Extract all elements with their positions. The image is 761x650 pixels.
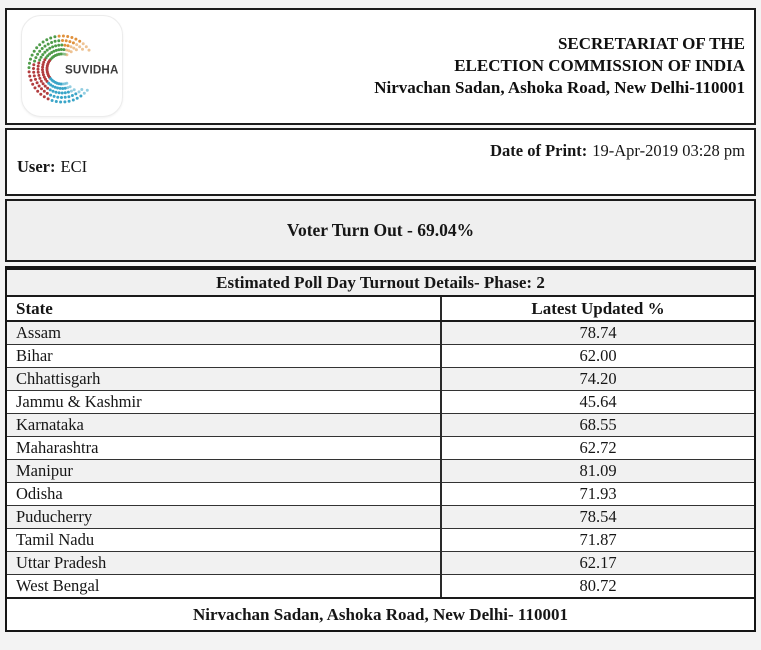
print-date-label: Date of Print:: [490, 141, 588, 160]
percent-cell: 71.93: [441, 482, 754, 505]
table-row: [7, 574, 754, 597]
report-document: [5, 8, 756, 632]
state-cell: Manipur: [7, 459, 441, 482]
table-row: [7, 459, 754, 482]
meta-row: [5, 128, 756, 196]
percent-cell: 62.00: [441, 344, 754, 367]
state-cell: Maharashtra: [7, 436, 441, 459]
state-cell: Uttar Pradesh: [7, 551, 441, 574]
suvidha-logo-text: SUVIDHA: [65, 63, 119, 77]
state-cell: Bihar: [7, 344, 441, 367]
table-title: Estimated Poll Day Turnout Details- Phase: 2: [7, 270, 754, 297]
org-address-line: Nirvachan Sadan, Ashoka Road, New Delhi-110001: [374, 78, 745, 97]
column-header-latest-updated: Latest Updated %: [441, 297, 754, 321]
percent-cell: 45.64: [441, 390, 754, 413]
table-row: [7, 367, 754, 390]
table-row: [7, 413, 754, 436]
suvidha-logo: [21, 15, 123, 117]
table-row: [7, 390, 754, 413]
turnout-table-section: [5, 266, 756, 632]
table-row: [7, 551, 754, 574]
voter-turnout-title: Voter Turn Out - 69.04%: [286, 220, 475, 240]
table-row: [7, 344, 754, 367]
state-cell: Jammu & Kashmir: [7, 390, 441, 413]
percent-cell: 74.20: [441, 367, 754, 390]
table-row: [7, 321, 754, 344]
org-title-line1: SECRETARIAT OF THE: [557, 34, 745, 53]
percent-cell: 81.09: [441, 459, 754, 482]
voter-turnout-summary: [5, 199, 756, 262]
org-title-line2: ELECTION COMMISSION OF INDIA: [454, 56, 745, 75]
state-cell: West Bengal: [7, 574, 441, 597]
table-row: [7, 505, 754, 528]
org-address-block: [123, 10, 754, 99]
state-cell: Tamil Nadu: [7, 528, 441, 551]
print-date: [490, 141, 745, 161]
percent-cell: 68.55: [441, 413, 754, 436]
table-row: [7, 436, 754, 459]
table-header-row: [7, 297, 754, 321]
state-cell: Karnataka: [7, 413, 441, 436]
percent-cell: 78.54: [441, 505, 754, 528]
percent-cell: 71.87: [441, 528, 754, 551]
state-cell: Chhattisgarh: [7, 367, 441, 390]
state-cell: Odisha: [7, 482, 441, 505]
percent-cell: 80.72: [579, 575, 617, 595]
table-row: [7, 482, 754, 505]
percent-cell: 62.17: [441, 551, 754, 574]
percent-cell: 78.74: [441, 321, 754, 344]
turnout-table: [7, 297, 754, 597]
state-cell: Assam: [7, 321, 441, 344]
state-cell: Puducherry: [7, 505, 441, 528]
letterhead: [5, 8, 756, 125]
footer-address: Nirvachan Sadan, Ashoka Road, New Delhi- 110001: [7, 597, 754, 630]
table-row: [7, 528, 754, 551]
print-date-value: 19-Apr-2019 03:28 pm: [592, 141, 745, 160]
user-value: ECI: [60, 157, 88, 176]
suvidha-arcs-icon: [22, 16, 122, 116]
user-label: User:: [17, 157, 56, 176]
user-line: [17, 157, 87, 177]
column-header-state: State: [7, 297, 441, 321]
percent-cell: 62.72: [441, 436, 754, 459]
